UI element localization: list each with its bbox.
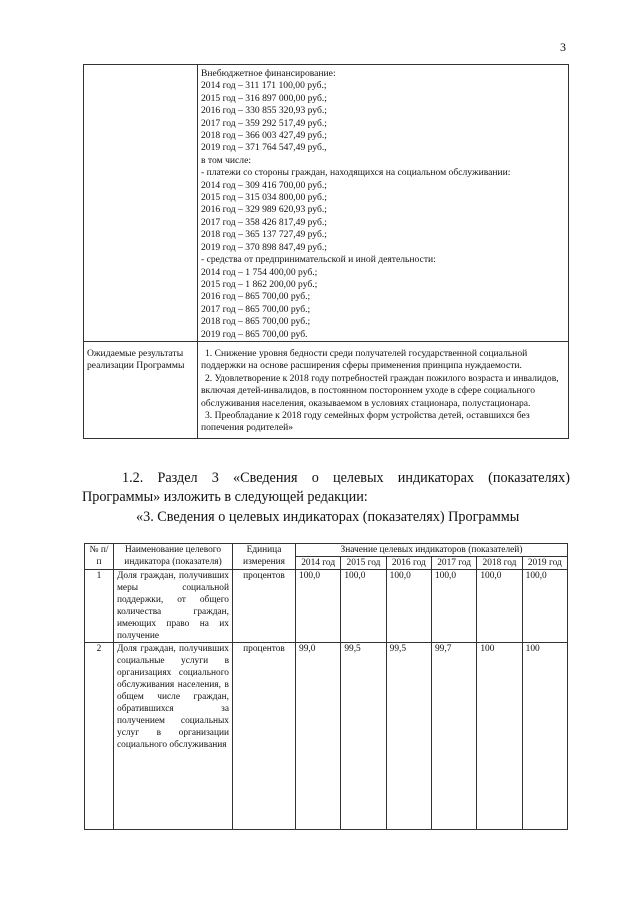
year-header: 2017 год: [431, 557, 476, 570]
col-unit-header: Единица измерения: [233, 544, 296, 570]
funding-line: 2015 год – 1 862 200,00 руб.;: [201, 278, 318, 290]
col-values-header: Значение целевых индикаторов (показателей): [296, 544, 568, 557]
expected-results-label: Ожидаемые результаты реализации Программы: [84, 341, 198, 438]
funding-line: 2015 год – 315 034 800,00 руб.;: [201, 192, 327, 204]
passport-table: [83, 64, 569, 439]
funding-line: - платежи со стороны граждан, находящихся на социальном обслуживании:: [201, 167, 511, 179]
funding-line: 2019 год – 865 700,00 руб.: [201, 328, 308, 340]
funding-cell: [198, 65, 569, 342]
indicator-unit: процентов: [233, 643, 296, 830]
year-header: 2018 год: [477, 557, 522, 570]
expected-results-cell: [198, 341, 569, 438]
indicator-value: 99,5: [386, 643, 431, 830]
row-number: 2: [85, 643, 114, 830]
indicator-value: 100,0: [431, 570, 476, 643]
year-header: 2016 год: [386, 557, 431, 570]
funding-line: Внебюджетное финансирование:: [201, 68, 336, 79]
indicator-value: 100,0: [477, 570, 522, 643]
funding-line: 2014 год – 309 416 700,00 руб.;: [201, 179, 327, 191]
indicator-value: 99,0: [296, 643, 341, 830]
indicators-table: [84, 543, 568, 830]
funding-line: 2016 год – 329 989 620,93 руб.;: [201, 204, 327, 216]
funding-line: 2019 год – 370 898 847,49 руб.;: [201, 241, 327, 253]
header-row: [85, 544, 568, 557]
instruction-text: 1.2. Раздел 3 «Сведения о целевых индикаторах (показателях) Программы» изложить в следующей редакции:: [82, 470, 570, 505]
funding-line: 2014 год – 311 171 100,00 руб.;: [201, 80, 327, 92]
year-header: 2014 год: [296, 557, 341, 570]
section-title: «3. Сведения о целевых индикаторах (показателях) Программы: [136, 509, 520, 525]
indicator-value: 99,5: [341, 643, 386, 830]
row-number: 1: [85, 570, 114, 643]
indicator-value: 99,7: [431, 643, 476, 830]
instruction-paragraph: [82, 469, 570, 507]
indicator-value: 100: [522, 643, 567, 830]
funding-line: 2019 год – 371 764 547,49 руб.,: [201, 142, 327, 154]
expected-result-item: 1. Снижение уровня бедности среди получателей государственной социальной поддержки на основе расширения сферы применения принципа нуждаемости.: [201, 347, 528, 372]
table-row: [85, 643, 568, 830]
funding-row: [84, 65, 569, 342]
funding-line: 2018 год – 865 700,00 руб.;: [201, 316, 311, 328]
table-row: [85, 570, 568, 643]
indicator-value: 100: [477, 643, 522, 830]
funding-line: - средства от предпринимательской и иной деятельности:: [201, 254, 436, 266]
indicator-name: Доля граждан, получивших социальные услуги в организациях социального обслуживания населения, в общем числе граждан, обратившихся за получением социальных услуг в организации социального обслуживания: [114, 643, 233, 830]
indicator-value: 100,0: [522, 570, 567, 643]
funding-line: 2017 год – 359 292 517,49 руб.;: [201, 117, 327, 129]
year-header: 2019 год: [522, 557, 567, 570]
funding-line: в том числе:: [201, 154, 252, 166]
funding-label-cell: [84, 65, 198, 342]
funding-line: 2016 год – 330 855 320,93 руб.;: [201, 105, 327, 117]
indicator-value: 100,0: [341, 570, 386, 643]
funding-line: 2018 год – 365 137 727,49 руб.;: [201, 229, 327, 241]
funding-line: 2016 год – 865 700,00 руб.;: [201, 291, 311, 303]
funding-line: 2014 год – 1 754 400,00 руб.;: [201, 266, 318, 278]
funding-line: 2017 год – 865 700,00 руб.;: [201, 303, 311, 315]
page-number: 3: [560, 40, 566, 54]
funding-line: 2017 год – 358 426 817,49 руб.;: [201, 216, 327, 228]
col-name-header: Наименование целевого индикатора (показателя): [114, 544, 233, 570]
year-header: 2015 год: [341, 557, 386, 570]
expected-result-item: 2. Удовлетворение к 2018 году потребностей граждан пожилого возраста и инвалидов, включая детей-инвалидов, в постоянном постороннем уходе в сфере социального обслуживания населения, оказываемом в условиях стационара, полустационара.: [201, 372, 559, 409]
indicator-unit: процентов: [233, 570, 296, 643]
expected-result-item: 3. Преобладание к 2018 году семейных форм устройства детей, оставшихся без попечения родителей»: [201, 409, 530, 434]
expected-results-row: [84, 341, 569, 438]
funding-line: 2015 год – 316 897 000,00 руб.;: [201, 92, 327, 104]
col-num-header: № п/п: [85, 544, 114, 570]
indicator-value: 100,0: [296, 570, 341, 643]
indicator-name: Доля граждан, получивших меры социальной поддержки, от общего количества граждан, имеющих право на их получение: [114, 570, 233, 643]
funding-line: 2018 год – 366 003 427,49 руб.;: [201, 130, 327, 142]
indicator-value: 100,0: [386, 570, 431, 643]
